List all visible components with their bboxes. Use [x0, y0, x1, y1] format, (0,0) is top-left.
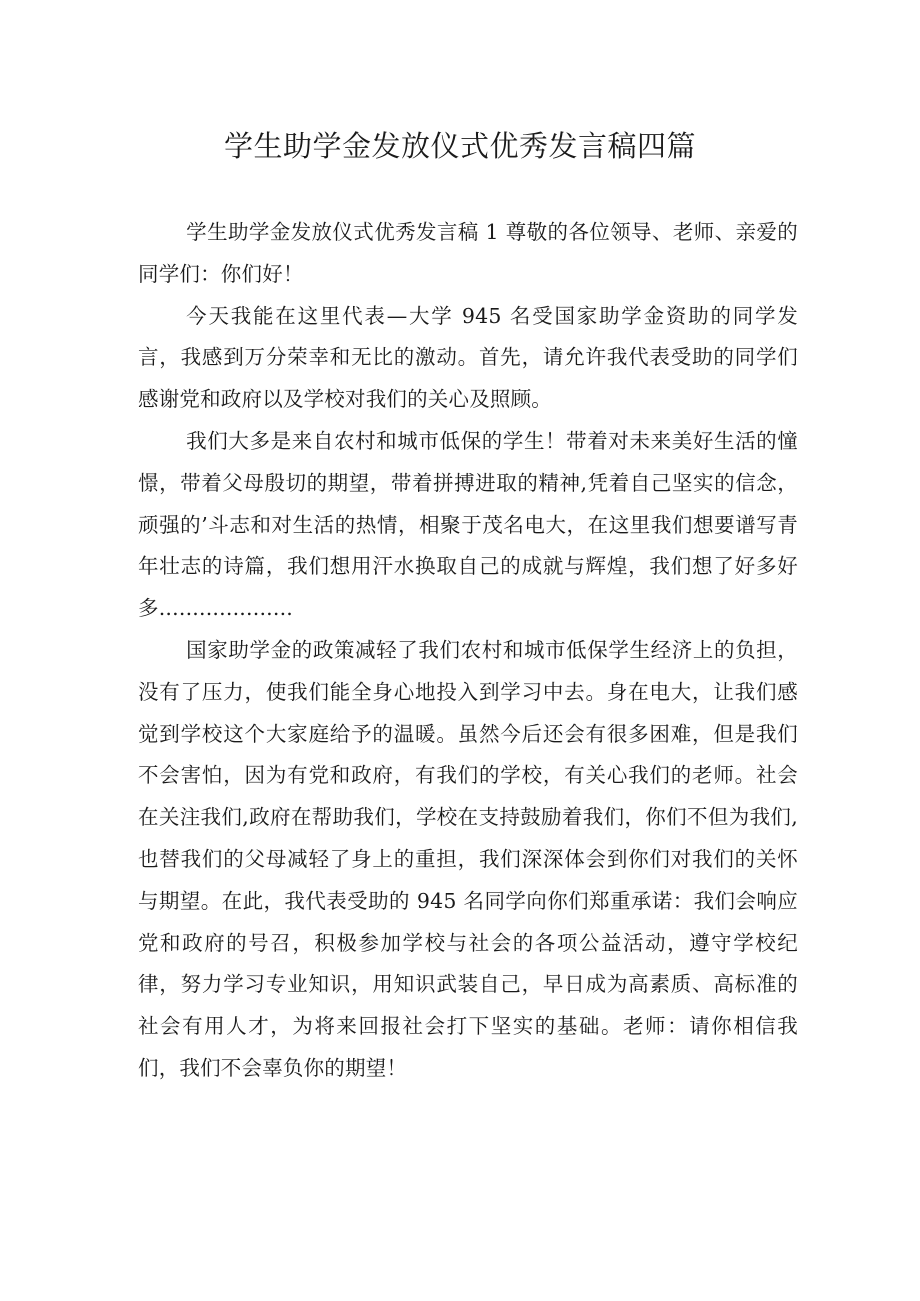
- document-body: [138, 212, 798, 1090]
- paragraph-1: 学生助学金发放仪式优秀发言稿 1 尊敬的各位领导、老师、亲爱的同学们：你们好！: [138, 220, 798, 286]
- paragraph-2: 今天我能在这里代表—大学 945 名受国家助学金资助的同学发言，我感到万分荣幸和无比的激动。首先，请允许我代表受助的同学们感谢党和政府以及学校对我们的关心及照顾。: [138, 303, 798, 412]
- paragraph-3: 我们大多是来自农村和城市低保的学生！带着对未来美好生活的憧憬，带着父母殷切的期望，带着拼搏进取的精神,凭着自己坚实的信念，顽强的’斗志和对生活的热情，相聚于茂名电大，在这里我们想要谱写青年壮志的诗篇，我们想用汗水换取自己的成就与辉煌，我们想了好多好多....................: [138, 428, 798, 621]
- document-title: 学生助学金发放仪式优秀发言稿四篇: [223, 129, 696, 163]
- paragraph-4: 国家助学金的政策减轻了我们农村和城市低保学生经济上的负担，没有了压力，使我们能全身心地投入到学习中去。身在电大，让我们感觉到学校这个大家庭给予的温暖。虽然今后还会有很多困难，但是我们不会害怕，因为有党和政府，有我们的学校，有关心我们的老师。社会在关注我们,政府在帮助我们，学校在支持鼓励着我们，你们不但为我们,也替我们的父母减轻了身上的重担，我们深深体会到你们对我们的关怀与期望。在此，我代表受助的 945 名同学向你们郑重承诺：我们会响应党和政府的号召，积极参加学校与社会的各项公益活动，遵守学校纪律，努力学习专业知识，用知识武装自己，早日成为高素质、高标准的社会有用人才，为将来回报社会打下坚实的基础。老师：请你相信我们，我们不会辜负你的期望！: [138, 637, 798, 1080]
